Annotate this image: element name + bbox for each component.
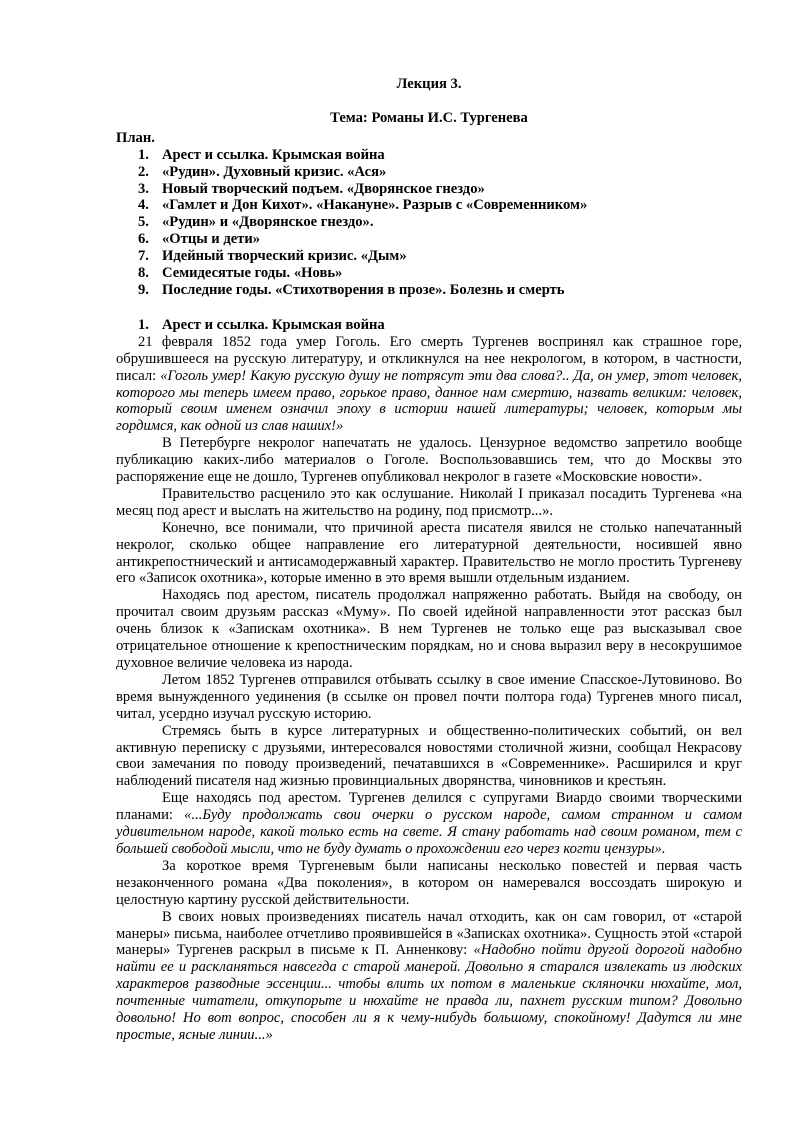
plan-item-text: Семидесятые годы. «Новь» xyxy=(162,265,343,282)
plan-item-number: 1. xyxy=(138,146,149,163)
paragraph-text: 21 февраля 1852 года умер Гоголь. Его смерть Тургенев воспринял как страшное горе, обрушившееся на русскую литературу, и откликнулся на нее некрологом, в котором, в частности, писал: xyxy=(116,333,742,384)
plan-item-text: «Гамлет и Дон Кихот». «Накануне». Разрыв с «Современником» xyxy=(162,197,588,214)
plan-item-text: Арест и ссылка. Крымская война xyxy=(162,146,385,163)
paragraph-10 xyxy=(116,909,742,1044)
plan-item-text: Идейный творческий кризис. «Дым» xyxy=(162,248,407,265)
plan-item-text: Последние годы. «Стихотворения в прозе». Болезнь и смерть xyxy=(162,281,565,298)
gogol-obituary-quote: «Гоголь умер! Какую русскую душу не потрясут эти два слова?.. Да, он умер, этот человек, которого мы теперь имеем право, горькое право, данное нам смертию, назвать великим: человек, который своим именем означил эпоху в истории нашей литературы; человек, которым мы гордимся, как одной из слав наших!» xyxy=(116,367,742,435)
plan-item xyxy=(116,164,742,181)
plan-item-number: 5. xyxy=(138,214,149,231)
paragraph-2: В Петербурге некролог напечатать не удалось. Цензурное ведомство запретило вообще публикацию каких-либо материалов о Гоголе. Воспользовавшись тем, что до Москвы это распоряжение еще не дошло, Тургенев опубликовал некролог в газете «Московские новости». xyxy=(116,435,742,486)
plan-item-text: Новый творческий подъем. «Дворянское гнездо» xyxy=(162,180,485,197)
plan-item xyxy=(116,214,742,231)
topic-heading: Тема: Романы И.С. Тургенева xyxy=(330,109,528,126)
plan-item xyxy=(116,248,742,265)
paragraph-5: Находясь под арестом, писатель продолжал напряженно работать. Выйдя на свободу, он прочитал своим друзьям рассказ «Муму». По своей идейной направленности этот рассказ был очень близок к «Запискам охотника». В нем Тургенев не только еще раз высказывал свое отрицательное отношение к крепостническим порядкам, но и снова выразил веру в несокрушимое духовное величие человека из народа. xyxy=(116,587,742,671)
plan-item-number: 4. xyxy=(138,197,149,214)
plan-item xyxy=(116,181,742,198)
plan-item xyxy=(116,197,742,214)
paragraph-3: Правительство расценило это как ослушание. Николай I приказал посадить Тургенева «на месяц под арест и выслать на жительство на родину, под присмотр...». xyxy=(116,485,742,519)
section-title: Арест и ссылка. Крымская война xyxy=(162,316,385,333)
paragraph-text: В своих новых произведениях писатель начал отходить, как он сам говорил, от «старой манеры» письма, наиболее отчетливо проявившейся в «Записках охотника». Сущность этой «старой манеры» Тургенев раскрыл в письме к П. Анненкову: xyxy=(116,908,742,959)
plan-item-number: 9. xyxy=(138,281,149,298)
lecture-title: Лекция 3. xyxy=(396,76,462,92)
plan-list xyxy=(116,147,742,299)
plan-item-number: 6. xyxy=(138,231,149,248)
plan-item-number: 8. xyxy=(138,265,149,282)
paragraph-8 xyxy=(116,790,742,858)
paragraph-4: Конечно, все понимали, что причиной ареста писателя явился не столько напечатанный некролог, сколько общее направление его литературной деятельности, носившей явно антикрепостнический и антисамодержавный характер. Правительство не могло простить Тургеневу его «Записок охотника», которые именно в это время вышли отдельным изданием. xyxy=(116,519,742,587)
plan-item-number: 2. xyxy=(138,163,149,180)
plan-item xyxy=(116,147,742,164)
plan-item-text: «Рудин». Духовный кризис. «Ася» xyxy=(162,163,387,180)
plan-item-text: «Рудин» и «Дворянское гнездо». xyxy=(162,214,374,231)
plan-item xyxy=(116,282,742,299)
paragraph-text: Еще находясь под арестом. Тургенев делился с супругами Виардо своими творческими планами: xyxy=(116,790,742,824)
section-heading xyxy=(116,317,742,334)
paragraph-1 xyxy=(116,334,742,435)
paragraph-9: За короткое время Тургеневым были написаны несколько повестей и первая часть незаконченного романа «Два поколения», в котором он намеревался воссоздать широкую и целостную картину русской действительности. xyxy=(116,857,742,908)
plan-item-text: «Отцы и дети» xyxy=(162,231,261,248)
annenkov-letter-quote: «Надобно пойти другой дорогой надобно найти ее и раскланяться навсегда с старой манерой. Довольно я старался извлекать из людских характеров разводные эссенции... чтобы влить их потом в маленькие скляночки нюхайте, мол, почтенные читатели, откупорьте и нюхайте не правда ли, пахнет русским типом? Довольно довольно! Но вот вопрос, способен ли я к чему-нибудь большому, спокойному! Дадутся ли мне простые, ясные линии...» xyxy=(116,942,742,1043)
plan-label: План. xyxy=(116,129,155,146)
plan-item-number: 7. xyxy=(138,248,149,265)
plan-item xyxy=(116,231,742,248)
paragraph-6: Летом 1852 Тургенев отправился отбывать ссылку в свое имение Спасское-Лутовиново. Во время вынужденного уединения (в ссылке он провел почти полтора года) Тургенев много писал, читал, усердно изучал русскую историю. xyxy=(116,671,742,722)
paragraph-7: Стремясь быть в курсе литературных и общественно-политических событий, он вел активную переписку с друзьями, интересовался новостями столичной жизни, сообщал Некрасову свои замечания по поводу произведений, печатавшихся в «Современнике». Расширился и круг наблюдений писателя над жизнью провинциальных дворянства, чиновников и крестьян. xyxy=(116,722,742,790)
viardo-letter-quote: «...Буду продолжать свои очерки о русском народе, самом странном и самом удивительном народе, какой только есть на свете. Я стану работать над своим романом, тем с большей свободой мысли, что не буду думать о прохождении его через когти цензуры». xyxy=(116,807,742,857)
section-number: 1. xyxy=(138,316,149,333)
plan-item-number: 3. xyxy=(138,180,149,197)
plan-item xyxy=(116,265,742,282)
